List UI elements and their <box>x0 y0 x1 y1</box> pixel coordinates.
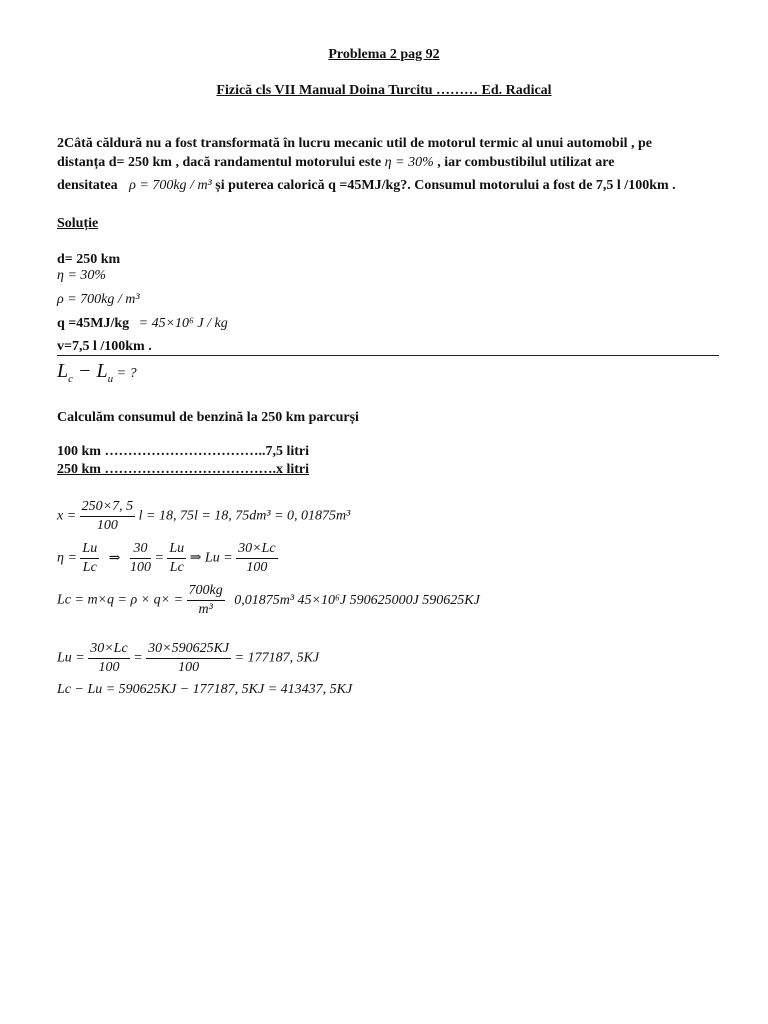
eq2-arrow-2: ⇒ Lu = <box>189 550 233 566</box>
equation-lc <box>57 582 480 619</box>
solution-heading: Soluție <box>57 216 99 231</box>
eq4-f2-den: 100 <box>178 660 200 675</box>
eq1-den: 100 <box>96 518 118 533</box>
page-subtitle: Fizică cls VII Manual Doina Turcitu ……… Ed. Radical <box>216 83 552 98</box>
equation-x <box>57 498 350 535</box>
unknown-tail: = ? <box>113 366 137 381</box>
problem-eta: η = 30% <box>384 155 434 170</box>
eq2-f4-den: 100 <box>246 560 268 575</box>
given-q <box>57 316 228 332</box>
proportion-line-1: 100 km ……………………………..7,5 litri <box>57 444 309 459</box>
unknown-sub-c: c <box>68 373 74 385</box>
unknown-L2: L <box>96 360 108 382</box>
unknown-L1: L <box>57 360 69 382</box>
eq2-f2-den: 100 <box>129 560 151 575</box>
divider-line <box>57 355 719 356</box>
eq4-f1-num: 30×Lc <box>88 640 129 659</box>
eq2-lhs: η = <box>57 550 77 566</box>
eq3-num: 700kg <box>187 582 225 601</box>
eq4-rhs: = 177187, 5KJ <box>234 650 320 666</box>
unknown-sub-u: u <box>107 373 114 385</box>
problem-line-2-b: , iar combustibilul utilizat are <box>437 155 615 170</box>
given-d: d= 250 km <box>57 252 121 267</box>
consumption-heading: Calculăm consumul de benzină la 250 km parcurși <box>57 410 359 425</box>
eq2-f4-num: 30×Lc <box>236 540 277 559</box>
unknown-minus: − <box>73 360 97 382</box>
eq4-fraction-2 <box>146 640 231 677</box>
eq2-fraction-1 <box>80 540 99 577</box>
given-eta: η = 30% <box>57 268 107 283</box>
equation-final: Lc − Lu = 590625KJ − 177187, 5KJ = 413437, 5KJ <box>57 682 353 697</box>
eq3-lhs: Lc = m×q = ρ × q× <box>57 592 171 608</box>
eq2-f1-num: Lu <box>80 540 99 559</box>
equation-eta <box>57 540 278 577</box>
eq4-lhs: Lu = <box>57 650 85 666</box>
eq2-f3-num: Lu <box>167 540 186 559</box>
page-title: Problema 2 pag 92 <box>328 47 440 62</box>
eq1-num: 250×7, 5 <box>80 498 135 517</box>
unknown-expression <box>57 360 137 385</box>
eq2-equals: = <box>154 550 164 566</box>
given-rho: ρ = 700kg / m³ <box>57 292 140 307</box>
eq1-fraction <box>80 498 135 535</box>
eq2-fraction-2 <box>130 540 151 577</box>
equation-lu <box>57 640 319 677</box>
eq2-f2-num: 30 <box>130 540 151 559</box>
eq2-fraction-4 <box>236 540 277 577</box>
problem-rho: ρ = 700kg / m³ <box>129 178 212 193</box>
problem-line-3-b: și puterea calorică q =45MJ/kg?. Consumul motorului a fost de 7,5 l /100km . <box>215 178 676 193</box>
eq4-equals: = <box>133 650 143 666</box>
eq1-lhs: x = <box>57 508 77 524</box>
eq1-rhs: l = 18, 75l = 18, 75dm³ = 0, 01875m³ <box>138 508 351 524</box>
problem-line-3 <box>57 178 676 194</box>
eq3-equals: = <box>173 592 184 608</box>
proportion-line-2: 250 km ……………………………….x litri <box>57 462 309 477</box>
given-q-expr: = 45×10⁶ J / kg <box>138 316 228 331</box>
eq3-fraction <box>187 582 225 619</box>
eq4-fraction-1 <box>88 640 129 677</box>
eq2-f3-den: Lc <box>169 560 184 575</box>
problem-line-3-a: densitatea <box>57 178 118 193</box>
problem-line-2-a: distanța d= 250 km , dacă randamentul motorului este <box>57 155 382 170</box>
problem-line-2 <box>57 155 614 171</box>
eq4-f2-num: 30×590625KJ <box>146 640 231 659</box>
eq2-f1-den: Lc <box>82 560 97 575</box>
eq3-den: m³ <box>198 602 213 617</box>
eq2-fraction-3 <box>167 540 186 577</box>
given-v: v=7,5 l /100km . <box>57 339 152 354</box>
eq4-f1-den: 100 <box>98 660 120 675</box>
eq3-rhs: 0,01875m³ 45×10⁶J 590625000J 590625KJ <box>234 592 480 608</box>
given-q-label: q =45MJ/kg <box>57 316 130 331</box>
eq2-arrow-1: ⇒ <box>108 550 121 566</box>
problem-line-1: 2Câtă căldură nu a fost transformată în lucru mecanic util de motorul termic al unui automobil , pe <box>57 136 652 151</box>
